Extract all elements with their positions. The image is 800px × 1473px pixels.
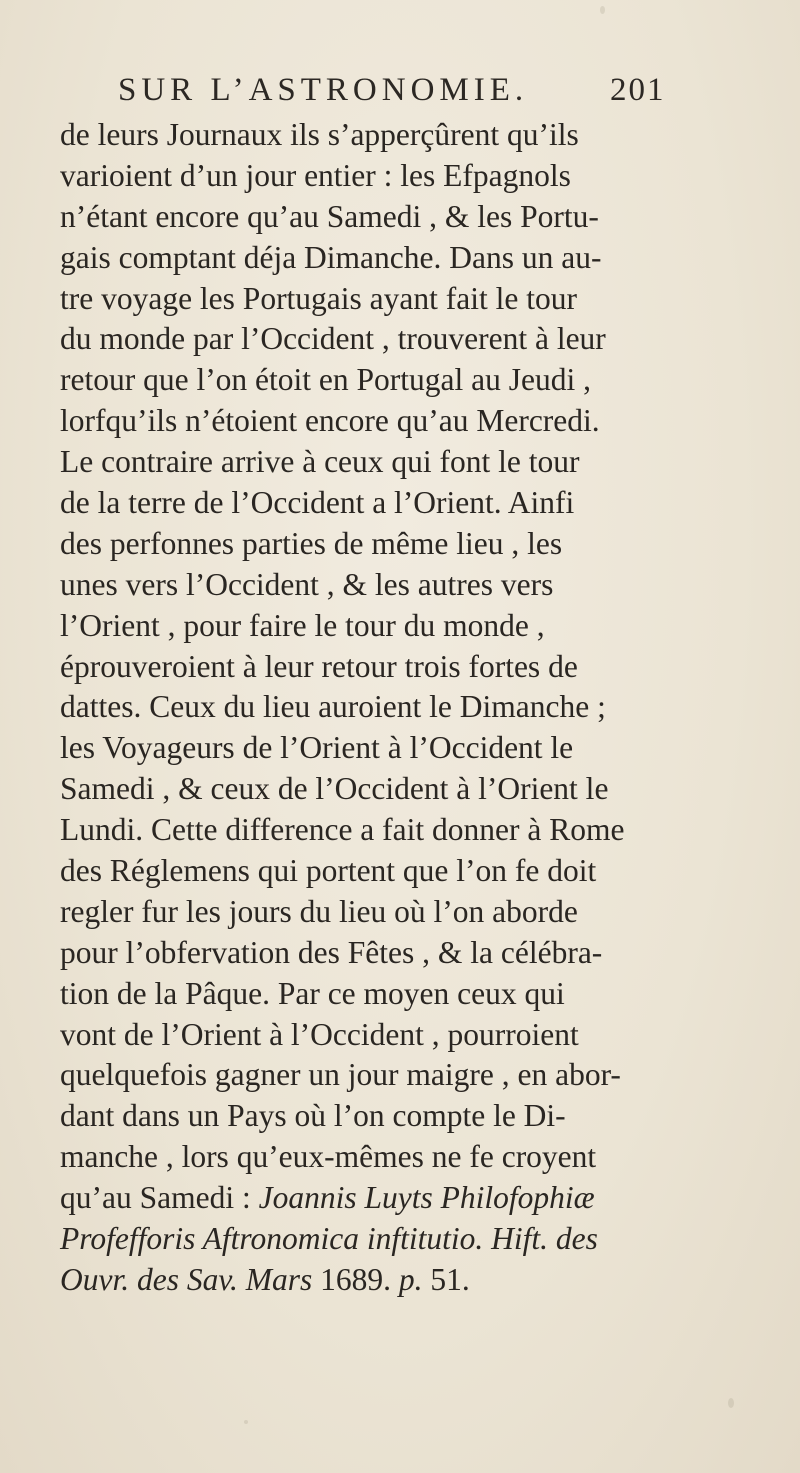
citation-source: Ouvr. des Sav. Mars [60,1261,321,1297]
text-line: quelquefois gagner un jour maigre , en abor- [60,1057,621,1093]
text-line: tion de la Pâque. Par ce moyen ceux qui [60,975,565,1011]
text-line: unes vers l’Occident , & les autres vers [60,566,554,602]
citation-line [60,1178,760,1219]
text-line: n’étant encore qu’au Samedi , & les Portu- [60,198,599,234]
text-line: Le contraire arrive à ceux qui font le tour [60,444,580,480]
text-line: retour que l’on étoit en Portugal au Jeudi , [60,362,591,398]
text-line: dant dans un Pays où l’on compte le Di- [60,1098,566,1134]
text-line: manche , lors qu’eux-mêmes ne fe croyent [60,1139,597,1175]
text-line: des Réglemens qui portent que l’on fe doit [60,853,597,889]
text-line: les Voyageurs de l’Orient à l’Occident le [60,730,574,766]
text-line: pour l’obfervation des Fêtes , & la célébra- [60,934,603,970]
citation-line [60,1219,760,1260]
citation-year: 1689. [320,1261,399,1297]
paper-blemish [600,6,605,14]
citation-page-abbrev: p. [398,1261,431,1297]
paper-blemish [728,1398,734,1408]
text-line: regler fur les jours du lieu où l’on aborde [60,893,578,929]
text-line: tre voyage les Portugais ayant fait le tour [60,280,577,316]
text-line: vont de l’Orient à l’Occident , pourroient [60,1016,579,1052]
citation-author: Joannis Luyts Philofophiæ [258,1180,595,1216]
running-head-title: SUR L’ASTRONOMIE. [118,72,529,108]
text-line: de leurs Journaux ils s’apperçûrent qu’ils [60,117,579,152]
text-line: gais comptant déja Dimanche. Dans un au- [60,239,602,275]
running-head [118,72,718,112]
text-line: Samedi , & ceux de l’Occident à l’Orient le [60,771,609,807]
text-line: de la terre de l’Occident a l’Orient. Ainfi [60,485,575,521]
body-text [60,115,760,1301]
citation-prefix: qu’au Samedi : [60,1180,259,1216]
text-line: du monde par l’Occident , trouverent à leur [60,321,606,357]
text-line: varioient d’un jour entier : les Efpagnols [60,157,571,193]
text-line: des perfonnes parties de même lieu , les [60,525,563,561]
citation-line [60,1260,760,1301]
text-line: éprouveroient à leur retour trois fortes de [60,648,578,684]
text-line: l’Orient , pour faire le tour du monde , [60,607,545,643]
text-line: Lundi. Cette difference a fait donner à Rome [60,812,625,848]
citation-title: Profefforis Aftronomica inftitutio. Hift. des [60,1221,598,1257]
text-line: dattes. Ceux du lieu auroient le Dimanche ; [60,689,606,725]
page-number: 201 [610,72,666,108]
citation-page: 51. [430,1261,470,1297]
text-line: lorfqu’ils n’étoient encore qu’au Mercredi. [60,403,600,439]
paper-blemish [244,1420,248,1424]
